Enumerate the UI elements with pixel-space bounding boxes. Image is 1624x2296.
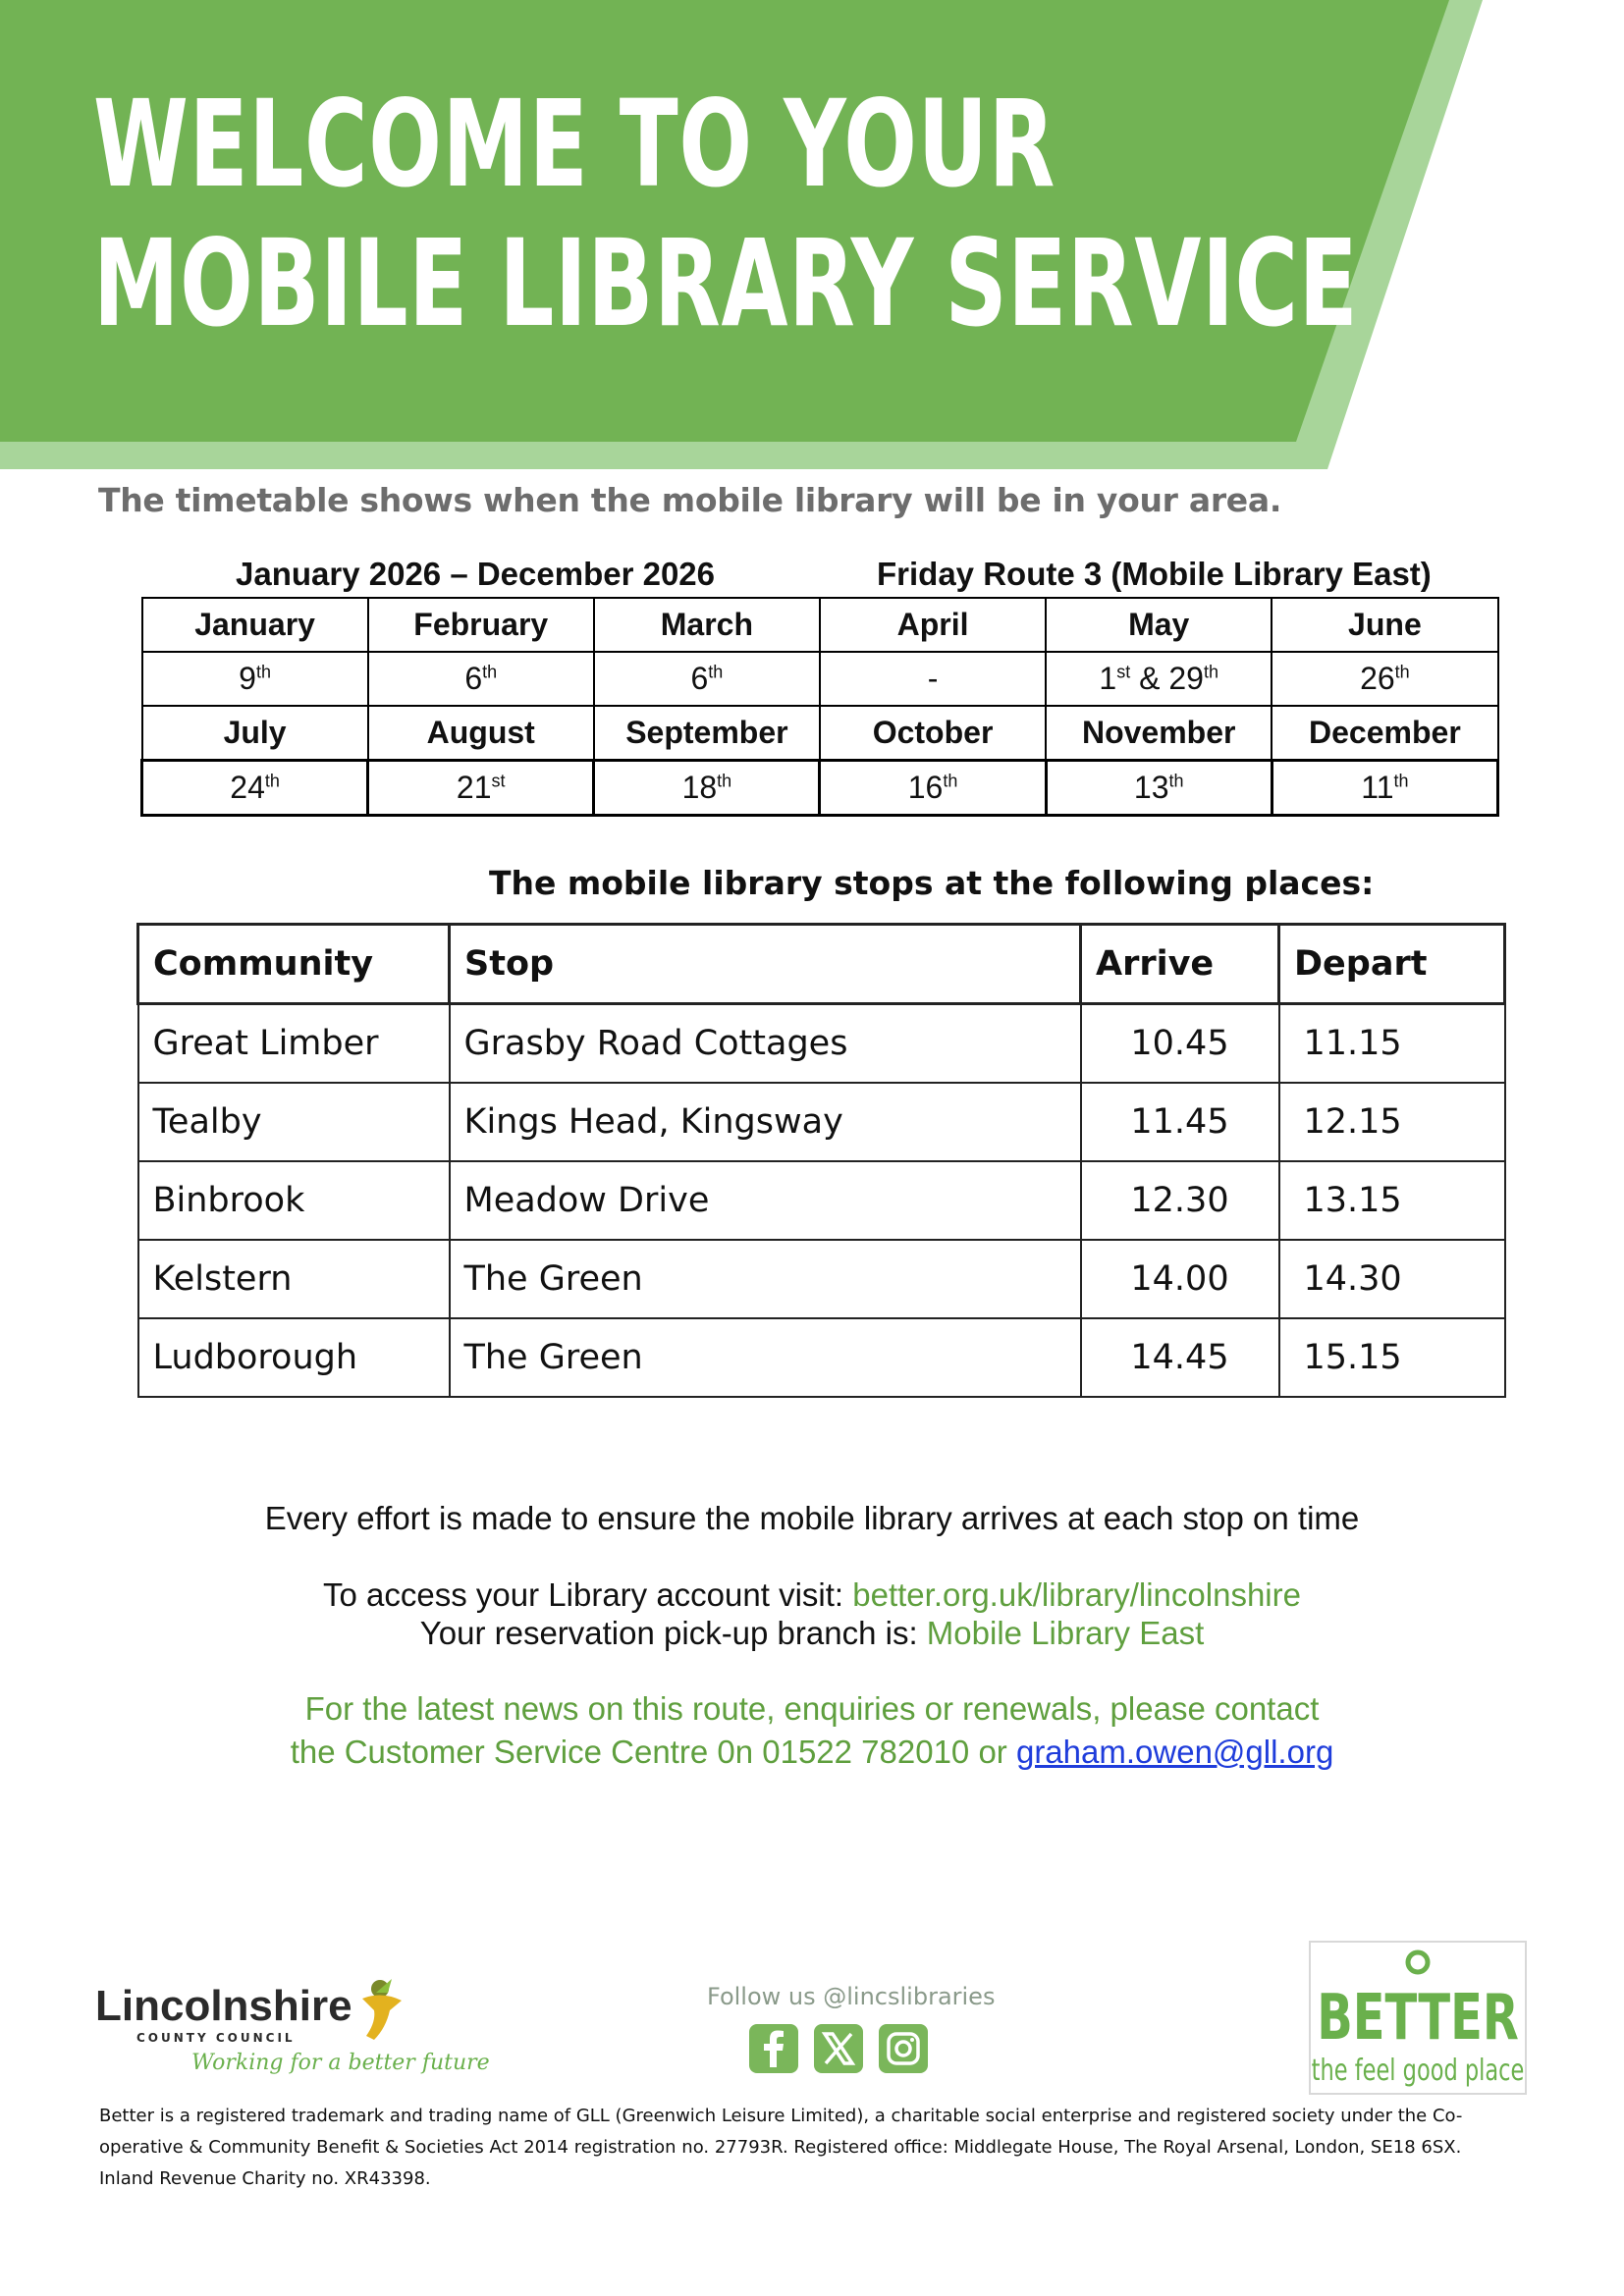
- cell-arrive: 14.00: [1081, 1240, 1279, 1318]
- month-header-row: [142, 598, 1498, 652]
- instagram-icon[interactable]: [879, 2024, 928, 2073]
- visit-date: [368, 761, 594, 816]
- date-joiner: &: [1130, 661, 1169, 696]
- cell-depart: 13.15: [1279, 1161, 1505, 1240]
- month-header: July: [142, 706, 368, 761]
- branch-label: Your reservation pick-up branch is:: [419, 1615, 927, 1651]
- stops-table: [136, 923, 1506, 1398]
- date-day: 6: [690, 661, 709, 696]
- stops-header-row: [138, 925, 1505, 1004]
- cell-depart: 15.15: [1279, 1318, 1505, 1397]
- table-row: [138, 1004, 1505, 1084]
- lcc-tagline: Working for a better future: [191, 2051, 490, 2075]
- stops-heading: The mobile library stops at the following places:: [489, 864, 1375, 902]
- date-suffix: th: [1394, 662, 1410, 682]
- month-header: April: [820, 598, 1046, 652]
- x-icon[interactable]: [814, 2024, 863, 2073]
- date-day: 18: [681, 770, 718, 805]
- dates-table: [140, 597, 1499, 817]
- month-header: June: [1272, 598, 1497, 652]
- dates-range: January 2026 – December 2026: [236, 556, 716, 592]
- table-row: [138, 1318, 1505, 1397]
- table-row: [138, 1240, 1505, 1318]
- branch-line: [0, 1615, 1624, 1652]
- cell-arrive: 14.45: [1081, 1318, 1279, 1397]
- month-header: May: [1046, 598, 1272, 652]
- better-logo: [1309, 1941, 1527, 2095]
- month-header: August: [368, 706, 594, 761]
- cell-community: Ludborough: [138, 1318, 450, 1397]
- month-header: March: [594, 598, 820, 652]
- date-day: 16: [907, 770, 944, 805]
- cell-stop: Kings Head, Kingsway: [450, 1083, 1081, 1161]
- contact-email-link[interactable]: graham.owen@gll.org: [1015, 1734, 1334, 1770]
- cell-depart: 11.15: [1279, 1004, 1505, 1084]
- contact-line-1: For the latest news on this route, enquiries or renewals, please contact: [304, 1690, 1320, 1727]
- column-header-stop: Stop: [450, 925, 1081, 1004]
- visit-date: [594, 761, 820, 816]
- date-day: -: [927, 661, 939, 696]
- visit-date: [820, 761, 1046, 816]
- month-header: September: [594, 706, 820, 761]
- legal-notice: Better is a registered trademark and trading name of GLL (Greenwich Leisure Limited), a charitable social enterprise and registered society under the Co-operative & Community Benefit & Societies Act 2014 registration no. 27793R. Registered office: Middlegate House, The Royal Arsenal, London, SE18 6SX. Inland Revenue Charity no. XR43398.: [99, 2106, 1463, 2189]
- branch-value: Mobile Library East: [926, 1615, 1205, 1651]
- visit-date: [1046, 652, 1272, 706]
- cell-depart: 12.15: [1279, 1083, 1505, 1161]
- contact-text: the Customer Service Centre 0n 01522 782010 or: [290, 1734, 1016, 1770]
- date-suffix: st: [1116, 662, 1131, 682]
- date-suffix: th: [482, 662, 498, 682]
- cell-stop: The Green: [450, 1240, 1081, 1318]
- account-label: To access your Library account visit:: [323, 1576, 853, 1613]
- date-suffix: th: [708, 662, 724, 682]
- date-day: 26: [1360, 661, 1395, 696]
- date-day: 13: [1133, 770, 1169, 805]
- lcc-name: Lincolnshire: [95, 1982, 352, 2030]
- better-tagline: the feel good place: [1311, 2053, 1525, 2088]
- visit-date: [142, 761, 368, 816]
- visit-date: [1272, 652, 1497, 706]
- date-day: 1: [1099, 661, 1117, 696]
- page-subtitle: The timetable shows when the mobile library will be in your area.: [98, 481, 1282, 519]
- cell-stop: Grasby Road Cottages: [450, 1004, 1081, 1084]
- date-day: 11: [1361, 770, 1394, 805]
- punctuality-note: Every effort is made to ensure the mobile library arrives at each stop on time: [264, 1500, 1360, 1536]
- visit-dates-row: [142, 761, 1498, 816]
- month-header: February: [368, 598, 594, 652]
- date-suffix: th: [1203, 662, 1218, 682]
- visit-date: [1272, 761, 1497, 816]
- date-day: 24: [230, 770, 265, 805]
- month-header-row: [142, 706, 1498, 761]
- lincolnshire-county-council-logo: [95, 1971, 490, 2079]
- better-wordmark: BETTER: [1317, 1981, 1519, 2055]
- visit-dates-row: [142, 652, 1498, 706]
- contact-line-2: [0, 1734, 1624, 1771]
- cell-stop: The Green: [450, 1318, 1081, 1397]
- page-title-line-2: MOBILE LIBRARY SERVICE: [93, 214, 1359, 353]
- date-suffix: th: [264, 771, 280, 791]
- date-day: 6: [464, 661, 483, 696]
- date-day: 21: [456, 770, 492, 805]
- month-header: November: [1046, 706, 1272, 761]
- column-header-community: Community: [138, 925, 450, 1004]
- date-day: 9: [239, 661, 256, 696]
- date-suffix: th: [943, 771, 958, 791]
- cell-community: Great Limber: [138, 1004, 450, 1084]
- cell-arrive: 10.45: [1081, 1004, 1279, 1084]
- account-link[interactable]: better.org.uk/library/lincolnshire: [852, 1576, 1301, 1613]
- cell-community: Binbrook: [138, 1161, 450, 1240]
- cell-community: Tealby: [138, 1083, 450, 1161]
- table-row: [138, 1083, 1505, 1161]
- facebook-icon[interactable]: [749, 2024, 798, 2073]
- month-header: January: [142, 598, 368, 652]
- page-title-line-1: WELCOME TO YOUR: [93, 75, 1056, 214]
- table-row: [138, 1161, 1505, 1240]
- date-suffix: th: [255, 662, 271, 682]
- date-suffix: th: [717, 771, 732, 791]
- month-header: December: [1272, 706, 1497, 761]
- date-day: 29: [1168, 661, 1204, 696]
- cell-arrive: 11.45: [1081, 1083, 1279, 1161]
- date-suffix: st: [491, 771, 506, 791]
- lcc-sub: COUNTY COUNCIL: [136, 2031, 296, 2045]
- column-header-arrive: Arrive: [1081, 925, 1279, 1004]
- visit-date: [368, 652, 594, 706]
- imp-mascot-icon: [362, 1979, 402, 2040]
- cell-depart: 14.30: [1279, 1240, 1505, 1318]
- follow-us-label: Follow us @lincslibraries: [707, 1983, 996, 2010]
- cell-stop: Meadow Drive: [450, 1161, 1081, 1240]
- route-name: Friday Route 3 (Mobile Library East): [877, 556, 1432, 592]
- account-line: [0, 1576, 1624, 1614]
- visit-date: [820, 652, 1046, 706]
- visit-date: [594, 652, 820, 706]
- column-header-depart: Depart: [1279, 925, 1505, 1004]
- date-suffix: th: [1393, 771, 1409, 791]
- date-suffix: th: [1168, 771, 1184, 791]
- visit-date: [142, 652, 368, 706]
- cell-community: Kelstern: [138, 1240, 450, 1318]
- visit-date: [1046, 761, 1272, 816]
- cell-arrive: 12.30: [1081, 1161, 1279, 1240]
- month-header: October: [820, 706, 1046, 761]
